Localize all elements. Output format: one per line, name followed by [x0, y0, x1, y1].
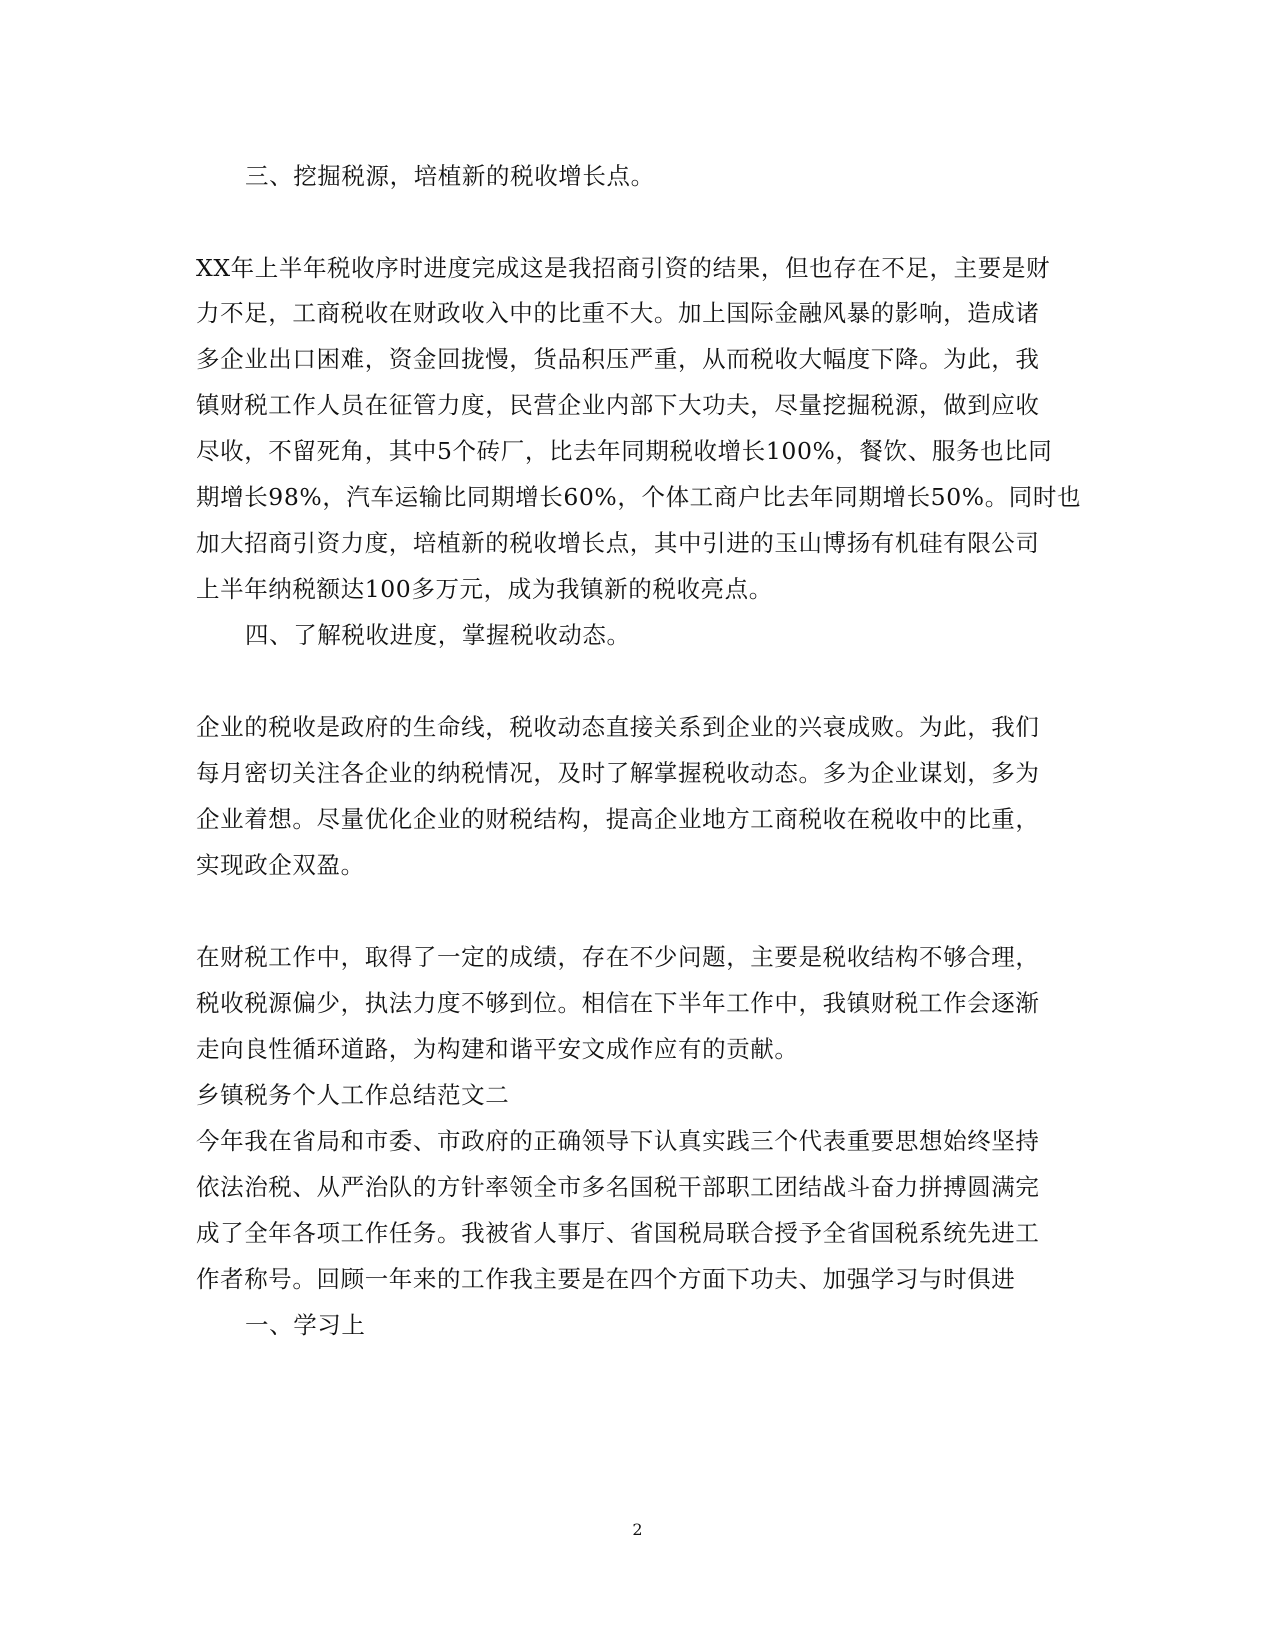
subsection-one-heading: 一、学习上 [245, 1311, 366, 1339]
paragraph-two-line-3: 企业着想。尽量优化企业的财税结构，提高企业地方工商税收在税收中的比重， [196, 805, 1040, 833]
paragraph-two-line-2: 每月密切关注各企业的纳税情况，及时了解掌握税收动态。多为企业谋划，多为 [196, 759, 1040, 787]
paragraph-two-line-4: 实现政企双盈。 [196, 851, 365, 879]
paragraph-one-line-8: 上半年纳税额达100多万元，成为我镇新的税收亮点。 [196, 575, 773, 603]
paragraph-one-line-3: 多企业出口困难，资金回拢慢，货品积压严重，从而税收大幅度下降。为此，我 [196, 345, 1040, 373]
paragraph-one-line-2: 力不足，工商税收在财政收入中的比重不大。加上国际金融风暴的影响，造成诸 [196, 299, 1040, 327]
second-article-title: 乡镇税务个人工作总结范文二 [196, 1081, 510, 1109]
paragraph-one-line-1: XX年上半年税收序时进度完成这是我招商引资的结果，但也存在不足，主要是财 [196, 254, 1051, 282]
paragraph-three-line-2: 税收税源偏少，执法力度不够到位。相信在下半年工作中，我镇财税工作会逐渐 [196, 989, 1040, 1017]
paragraph-three-line-3: 走向良性循环道路，为构建和谐平安文成作应有的贡献。 [196, 1035, 799, 1063]
paragraph-one-line-4: 镇财税工作人员在征管力度，民营企业内部下大功夫，尽量挖掘税源，做到应收 [196, 391, 1040, 419]
paragraph-four-line-2: 依法治税、从严治队的方针率领全市多名国税干部职工团结战斗奋力拼搏圆满完 [196, 1173, 1040, 1201]
paragraph-one-line-6: 期增长98%，汽车运输比同期增长60%，个体工商户比去年同期增长50%。同时也 [196, 483, 1082, 511]
paragraph-four-line-4: 作者称号。回顾一年来的工作我主要是在四个方面下功夫、加强学习与时俱进 [196, 1265, 1016, 1293]
paragraph-two-line-1: 企业的税收是政府的生命线，税收动态直接关系到企业的兴衰成败。为此，我们 [196, 713, 1040, 741]
section-three-heading: 三、挖掘税源，培植新的税收增长点。 [245, 162, 655, 190]
section-four-heading: 四、了解税收进度，掌握税收动态。 [245, 621, 631, 649]
page-number: 2 [632, 1520, 643, 1539]
paragraph-one-line-5: 尽收，不留死角，其中5个砖厂，比去年同期税收增长100%，餐饮、服务也比同 [196, 437, 1053, 465]
paragraph-four-line-1: 今年我在省局和市委、市政府的正确领导下认真实践三个代表重要思想始终坚持 [196, 1127, 1040, 1155]
paragraph-four-line-3: 成了全年各项工作任务。我被省人事厅、省国税局联合授予全省国税系统先进工 [196, 1219, 1040, 1247]
paragraph-three-line-1: 在财税工作中，取得了一定的成绩，存在不少问题，主要是税收结构不够合理， [196, 943, 1040, 971]
paragraph-one-line-7: 加大招商引资力度，培植新的税收增长点，其中引进的玉山博扬有机硅有限公司 [196, 529, 1040, 557]
